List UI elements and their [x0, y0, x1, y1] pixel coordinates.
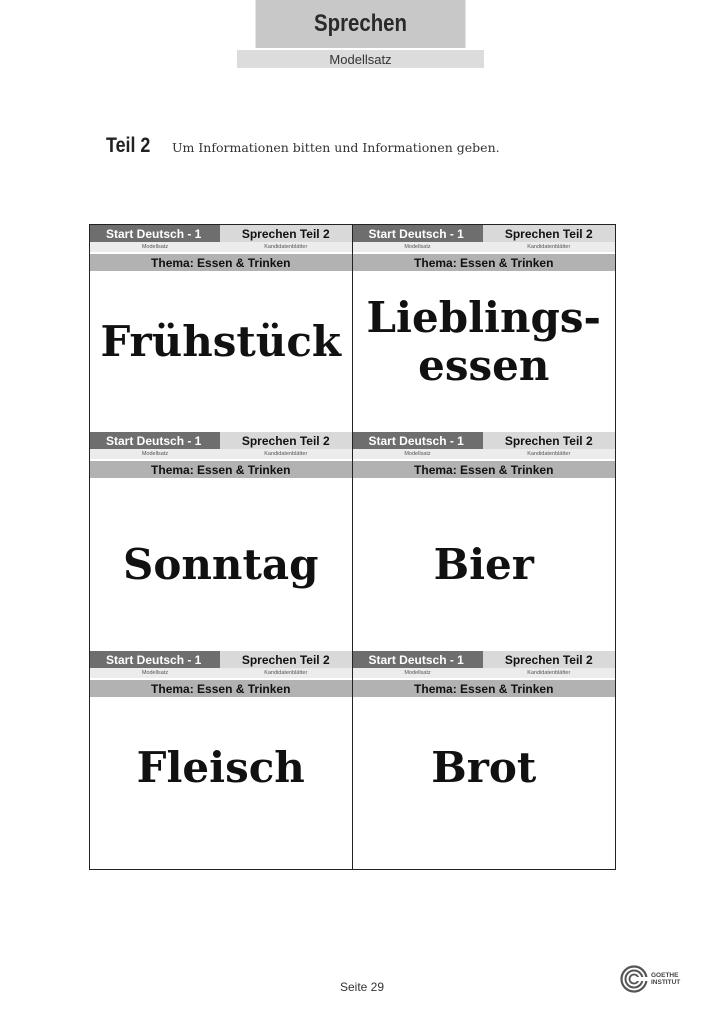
card-header-bar — [90, 651, 352, 668]
card-exam-label: Start Deutsch - 1 — [353, 225, 483, 242]
card-modellsatz-label: Modellsatz — [141, 670, 169, 676]
card-word — [431, 744, 536, 792]
logo-line1: GOETHE — [651, 972, 679, 979]
topic-card — [90, 432, 353, 651]
page-header — [237, 0, 484, 70]
topic-card — [353, 225, 616, 432]
topic-card — [90, 225, 353, 432]
card-theme-label: Thema: Essen & Trinken — [90, 461, 352, 478]
card-word-area — [353, 271, 616, 432]
card-header-bar — [353, 651, 616, 668]
card-exam-label: Start Deutsch - 1 — [353, 432, 483, 449]
card-theme-label: Thema: Essen & Trinken — [353, 461, 616, 478]
card-part-label: Sprechen Teil 2 — [483, 651, 616, 668]
card-word-area — [353, 478, 616, 651]
card-word-line1: Bier — [433, 539, 534, 589]
card-word — [434, 541, 534, 589]
card-kandidaten-label: Kandidatenblätter — [527, 670, 571, 676]
card-subheader-bar — [353, 449, 616, 459]
card-theme-label: Thema: Essen & Trinken — [353, 680, 616, 697]
card-word — [100, 318, 341, 366]
card-kandidaten-label: Kandidatenblätter — [264, 670, 308, 676]
card-theme-label: Thema: Essen & Trinken — [90, 680, 352, 697]
card-grid — [89, 224, 616, 870]
section-instruction: Um Informationen bitten und Informationen geben. — [172, 140, 500, 155]
card-word — [137, 744, 305, 792]
card-part-label: Sprechen Teil 2 — [220, 432, 352, 449]
page-title: Sprechen — [256, 0, 466, 48]
card-theme-label: Thema: Essen & Trinken — [90, 254, 352, 271]
card-subheader-bar — [90, 242, 352, 252]
card-modellsatz-label: Modellsatz — [141, 244, 169, 250]
card-word-line1: Fleisch — [136, 743, 305, 792]
goethe-institut-logo — [620, 965, 680, 993]
card-kandidaten-label: Kandidatenblätter — [264, 451, 308, 457]
card-theme-label: Thema: Essen & Trinken — [353, 254, 616, 271]
logo-line2: INSTITUT — [651, 979, 681, 986]
page-number: Seite 29 — [339, 980, 385, 994]
topic-card — [353, 651, 616, 869]
card-subheader-bar — [90, 449, 352, 459]
card-kandidaten-label: Kandidatenblätter — [264, 244, 308, 250]
card-subheader-bar — [353, 668, 616, 678]
topic-card — [353, 432, 616, 651]
card-part-label: Sprechen Teil 2 — [483, 225, 616, 242]
card-word-line1: Lieblings- — [366, 292, 601, 342]
card-word — [367, 294, 601, 390]
card-part-label: Sprechen Teil 2 — [220, 225, 352, 242]
card-word-area — [90, 697, 352, 869]
goethe-institut-logo-icon — [620, 965, 648, 993]
topic-card — [90, 651, 353, 869]
card-subheader-bar — [353, 242, 616, 252]
card-word — [123, 541, 318, 589]
card-word-area — [90, 478, 352, 651]
section-label: Teil 2 — [106, 134, 151, 157]
card-exam-label: Start Deutsch - 1 — [90, 432, 220, 449]
card-modellsatz-label: Modellsatz — [404, 244, 431, 250]
card-exam-label: Start Deutsch - 1 — [90, 225, 220, 242]
card-word-line1: Brot — [431, 743, 537, 792]
page-subtitle: Modellsatz — [237, 50, 484, 68]
logo-wordmark — [651, 972, 680, 986]
card-word-line1: Frühstück — [100, 316, 342, 366]
card-word-area — [90, 271, 352, 432]
card-header-bar — [353, 432, 616, 449]
card-exam-label: Start Deutsch - 1 — [90, 651, 220, 668]
card-part-label: Sprechen Teil 2 — [220, 651, 352, 668]
card-modellsatz-label: Modellsatz — [404, 451, 431, 457]
card-word-area — [353, 697, 616, 869]
card-word-line1: Sonntag — [123, 539, 319, 589]
card-exam-label: Start Deutsch - 1 — [353, 651, 483, 668]
card-header-bar — [90, 225, 352, 242]
card-subheader-bar — [90, 668, 352, 678]
section-heading — [106, 134, 500, 158]
card-word-line2: essen — [418, 340, 550, 390]
card-kandidaten-label: Kandidatenblätter — [527, 451, 571, 457]
card-header-bar — [353, 225, 616, 242]
card-modellsatz-label: Modellsatz — [404, 670, 431, 676]
card-modellsatz-label: Modellsatz — [141, 451, 169, 457]
card-header-bar — [90, 432, 352, 449]
card-kandidaten-label: Kandidatenblätter — [527, 244, 571, 250]
card-part-label: Sprechen Teil 2 — [483, 432, 616, 449]
